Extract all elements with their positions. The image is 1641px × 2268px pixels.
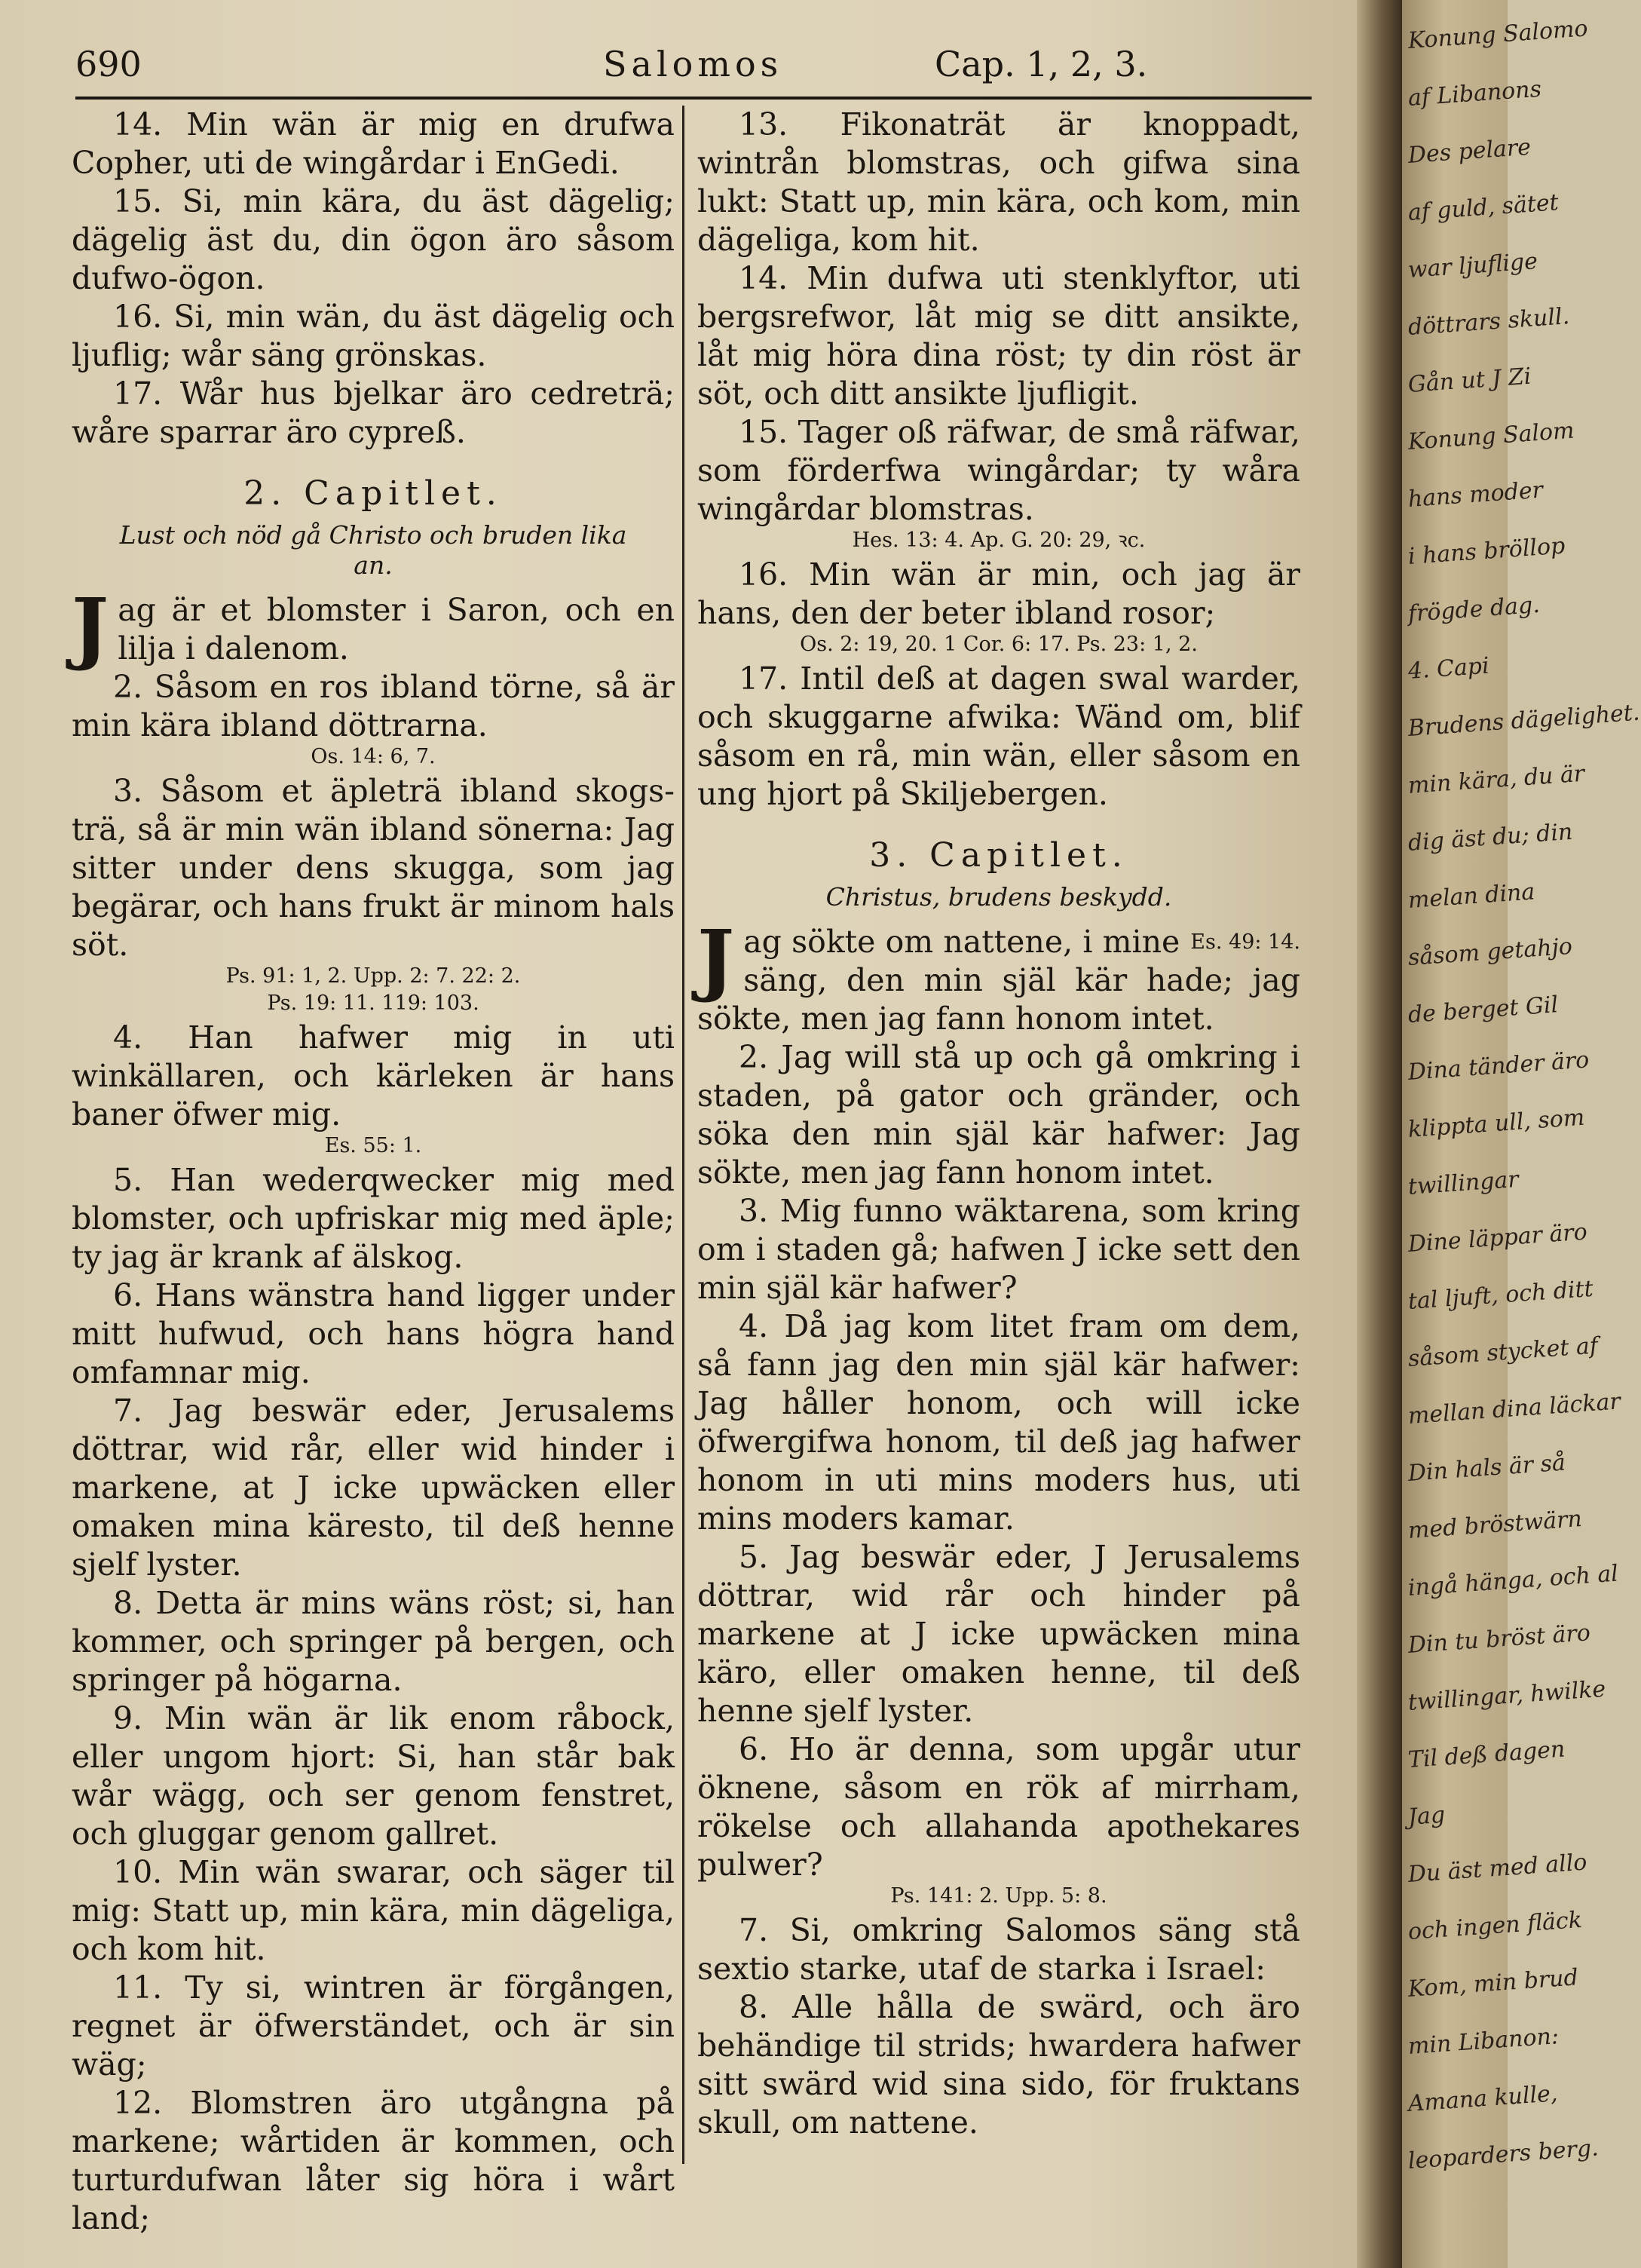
verses-chapter-3-end <box>697 1911 1300 2142</box>
chapter-2-summary: Lust och nöd gå Christo och bruden lika an. <box>119 520 627 580</box>
facing-page-text: ingå hänga, och al <box>1407 1560 1619 1601</box>
book-gutter <box>1357 0 1402 2268</box>
facing-page-text: dig äst du; din <box>1407 818 1574 857</box>
verse: 11. Ty si, wintren är förgången, regnet är öfwerständet, och är sin wäg; <box>72 1969 675 2083</box>
facing-page-text: af Libanons <box>1407 75 1542 112</box>
cross-reference: Es. 49: 14. <box>1190 930 1300 954</box>
facing-page-text: Din hals är så <box>1407 1449 1566 1487</box>
cross-reference: Ps. 141: 2. Upp. 5: 8. <box>890 1884 1107 1908</box>
facing-page-text: med bröstwärn <box>1407 1505 1583 1544</box>
verse: 7. Jag beswär eder, Jerusalems döttrar, wid rår, eller wid hinder i markene, at J icke upwäcken eller omaken mina käresto, til deß henne sjelf lyster. <box>72 1393 675 1583</box>
verse: 4. Då jag kom litet fram om dem, så fann jag den min själ kär hafwer: Jag håller honom, och will icke öfwergifwa honom, til deß jag hafwer honom in uti mins moders hus, uti mins moders kamar. <box>697 1308 1300 1537</box>
facing-page-text: twillingar <box>1407 1166 1520 1200</box>
verse: 8. Detta är mins wäns röst; si, han kommer, och springer på bergen, och springer på högarna. <box>72 1585 675 1698</box>
verse-text: ag är et blomster i Saron, och en lilja i dalenom. <box>118 592 675 667</box>
verse: 2. Såsom en ros ibland törne, så är min kära ibland döttrarna. <box>72 669 675 743</box>
verse: 16. Si, min wän, du äst dägelig och ljuflig; wår säng grönskas. <box>72 299 675 373</box>
facing-page-text: frögde dag. <box>1407 591 1541 627</box>
facing-page-text: Brudens dägelighet. <box>1407 699 1641 742</box>
facing-page-text: Amana kulle, <box>1407 2080 1559 2117</box>
verses-chapter-1 <box>72 106 675 452</box>
verse: 16. Min wän är min, och jag är hans, den der beter ibland rosor; <box>697 556 1300 631</box>
facing-page-text: Konung Salomo <box>1407 15 1589 54</box>
facing-page-text: melan dina <box>1407 878 1536 914</box>
cross-reference: Es. 55: 1. <box>324 1134 422 1157</box>
verse: 5. Jag beswär eder, J Jerusalems döttrar, wid rår och hinder på markene at J icke upwäcken mina käro, eller omaken henne, til deß henne sjelf lyster. <box>697 1539 1300 1729</box>
verse: 2. Jag will stå up och gå omkring i staden, på gator och gränder, och söka den min själ kär hafwer: Jag sökte, men jag fann honom intet. <box>697 1039 1300 1191</box>
facing-page-text: Des pelare <box>1407 133 1532 169</box>
facing-page-text: Dine läppar äro <box>1407 1218 1588 1258</box>
chapter-reference: Cap. 1, 2, 3. <box>935 44 1148 84</box>
verse: 6. Hans wänstra hand ligger under mitt hufwud, och hans högra hand omfamnar mig. <box>72 1277 675 1390</box>
verse-1 <box>697 912 1300 1038</box>
verse: 14. Min wän är mig en drufwa Copher, uti de wingårdar i EnGedi. <box>72 106 675 181</box>
drop-cap: J <box>72 581 109 673</box>
drop-cap: J <box>697 912 735 1005</box>
facing-page-text: mellan dina läckar <box>1407 1388 1621 1430</box>
chapter-3-summary: Christus, brudens beskydd. <box>825 882 1172 912</box>
verse: 10. Min wän swarar, och säger til mig: Statt up, min kära, min dägeliga, och kom hit. <box>72 1854 675 1967</box>
chapter-3-title: 3. Capitlet. <box>869 836 1128 875</box>
cross-reference: Hes. 13: 4. Ap. G. 20: 29, ꝛc. <box>852 529 1146 552</box>
facing-page-text: och ingen fläck <box>1407 1906 1583 1945</box>
facing-page-text: döttrars skull. <box>1407 303 1571 341</box>
facing-page-text: i hans bröllop <box>1407 532 1566 570</box>
cross-reference: Os. 2: 19, 20. 1 Cor. 6: 17. Ps. 23: 1, 2. <box>800 633 1198 656</box>
verse: 17. Wår hus bjelkar äro cedreträ; wåre sparrar äro cypreß. <box>72 375 675 450</box>
verses-rest <box>72 1161 675 2238</box>
verse: 15. Tager oß räfwar, de små räfwar, som förderfwa wingårdar; ty wåra wingårdar blomstras. <box>697 414 1300 527</box>
verse: 9. Min wän är lik enom råbock, eller ungom hjort: Si, han står bak wår wägg, och ser genom fenstret, och gluggar genom gallret. <box>72 1700 675 1852</box>
column-divider <box>682 106 684 2164</box>
facing-page-text: twillingar, hwilke <box>1407 1675 1607 1716</box>
page-number: 690 <box>75 44 142 84</box>
facing-page-text: såsom stycket af <box>1407 1332 1600 1372</box>
cross-reference: Os. 14: 6, 7. <box>311 745 436 768</box>
facing-page-text: Du äst med allo <box>1407 1849 1588 1888</box>
facing-page-text: Din tu bröst äro <box>1407 1620 1591 1659</box>
facing-page-text: Konung Salom <box>1407 417 1575 455</box>
facing-page-text: såsom getahjo <box>1407 933 1573 971</box>
running-title: Salomos <box>603 44 783 84</box>
facing-page-text: af guld, sätet <box>1407 189 1560 226</box>
verse: 15. Si, min kära, du äst dägelig; dägelig äst du, din ögon äro såsom dufwo-ögon. <box>72 183 675 296</box>
facing-page-text: tal ljuft, och ditt <box>1407 1275 1594 1315</box>
verse: 12. Blomstren äro utgångna på markene; wårtiden är kommen, och turturdufwan låter sig höra i wårt land; <box>72 2085 675 2236</box>
cross-reference: Ps. 91: 1, 2. Upp. 2: 7. 22: 2. <box>225 964 521 988</box>
left-column <box>72 106 675 2236</box>
verse: 7. Si, omkring Salomos säng stå sextio starke, utaf de starka i Israel: <box>697 1912 1300 1987</box>
verse: 14. Min dufwa uti stenklyftor, uti bergsrefwor, låt mig se ditt ansikte, låt mig höra dina röst; ty din röst är söt, och ditt ansikte ljufligit. <box>697 260 1300 412</box>
facing-page-text: de berget Gil <box>1407 991 1560 1028</box>
verse: 17. Intil deß at dagen swal warder, och skuggarne afwika: Wänd om, blif såsom en rå, min wän, eller såsom en ung hjort på Skiljebergen. <box>697 660 1300 812</box>
facing-page-text: min kära, du är <box>1407 760 1586 799</box>
verse: 3. Mig funno wäktarena, som kring om i staden gå; hafwen J icke sett den min själ kär hafwer? <box>697 1193 1300 1306</box>
facing-page-text: hans moder <box>1407 477 1545 513</box>
facing-page-text: Dina tänder äro <box>1407 1047 1590 1086</box>
facing-page-text: klippta ull, som <box>1407 1104 1586 1143</box>
verse-1 <box>72 581 675 673</box>
cross-reference: Ps. 19: 11. 119: 103. <box>267 991 479 1015</box>
facing-page-text: Jag <box>1407 1801 1447 1831</box>
verse: 3. Såsom et äpleträ ibland skogs-trä, så är min wän ibland sönerna: Jag sitter under dens skugga, som jag begärar, och hans frukt är minom hals söt. <box>72 773 675 963</box>
header-rule <box>75 97 1312 100</box>
facing-page-text: Gån ut J Zi <box>1407 363 1532 398</box>
facing-page-text: Til deß dagen <box>1407 1736 1566 1773</box>
facing-page-text: min Libanon: <box>1407 2023 1560 2060</box>
facing-page-text: leoparders berg. <box>1407 2135 1600 2175</box>
verse: 6. Ho är denna, som upgår utur öknene, såsom en rök af mirrham, rökelse och allahanda apothekares pulwer? <box>697 1731 1300 1883</box>
facing-page-text: 4. Capi <box>1407 652 1490 685</box>
facing-page-text: war ljuflige <box>1407 248 1539 284</box>
verses-chapter-3 <box>697 1038 1300 1884</box>
verse: 8. Alle hålla de swärd, och äro behändige til strids; hwardera hafwer sitt swärd wid sina sido, för fruktans skull, om nattene. <box>697 1989 1300 2141</box>
chapter-2-title: 2. Capitlet. <box>243 474 503 513</box>
verse: 5. Han wederqwecker mig med blomster, och upfriskar mig med äple; ty jag är krank af älskog. <box>72 1162 675 1275</box>
facing-page-text: Kom, min brud <box>1407 1964 1579 2003</box>
right-column <box>697 106 1300 2187</box>
verse: 4. Han hafwer mig in uti winkällaren, och kärleken är hans baner öfwer mig. <box>72 1019 675 1132</box>
facing-page <box>1402 0 1641 2268</box>
verse: 13. Fikonaträt är knoppadt, wintrån blomstras, och gifwa sina lukt: Statt up, min kära, och kom, min dägeliga, kom hit. <box>697 106 1300 258</box>
verse-text: ag sökte om nattene, i mine säng, den min själ kär hade; jag sökte, men jag fann honom intet. <box>697 924 1300 1037</box>
page-header <box>75 44 1312 97</box>
